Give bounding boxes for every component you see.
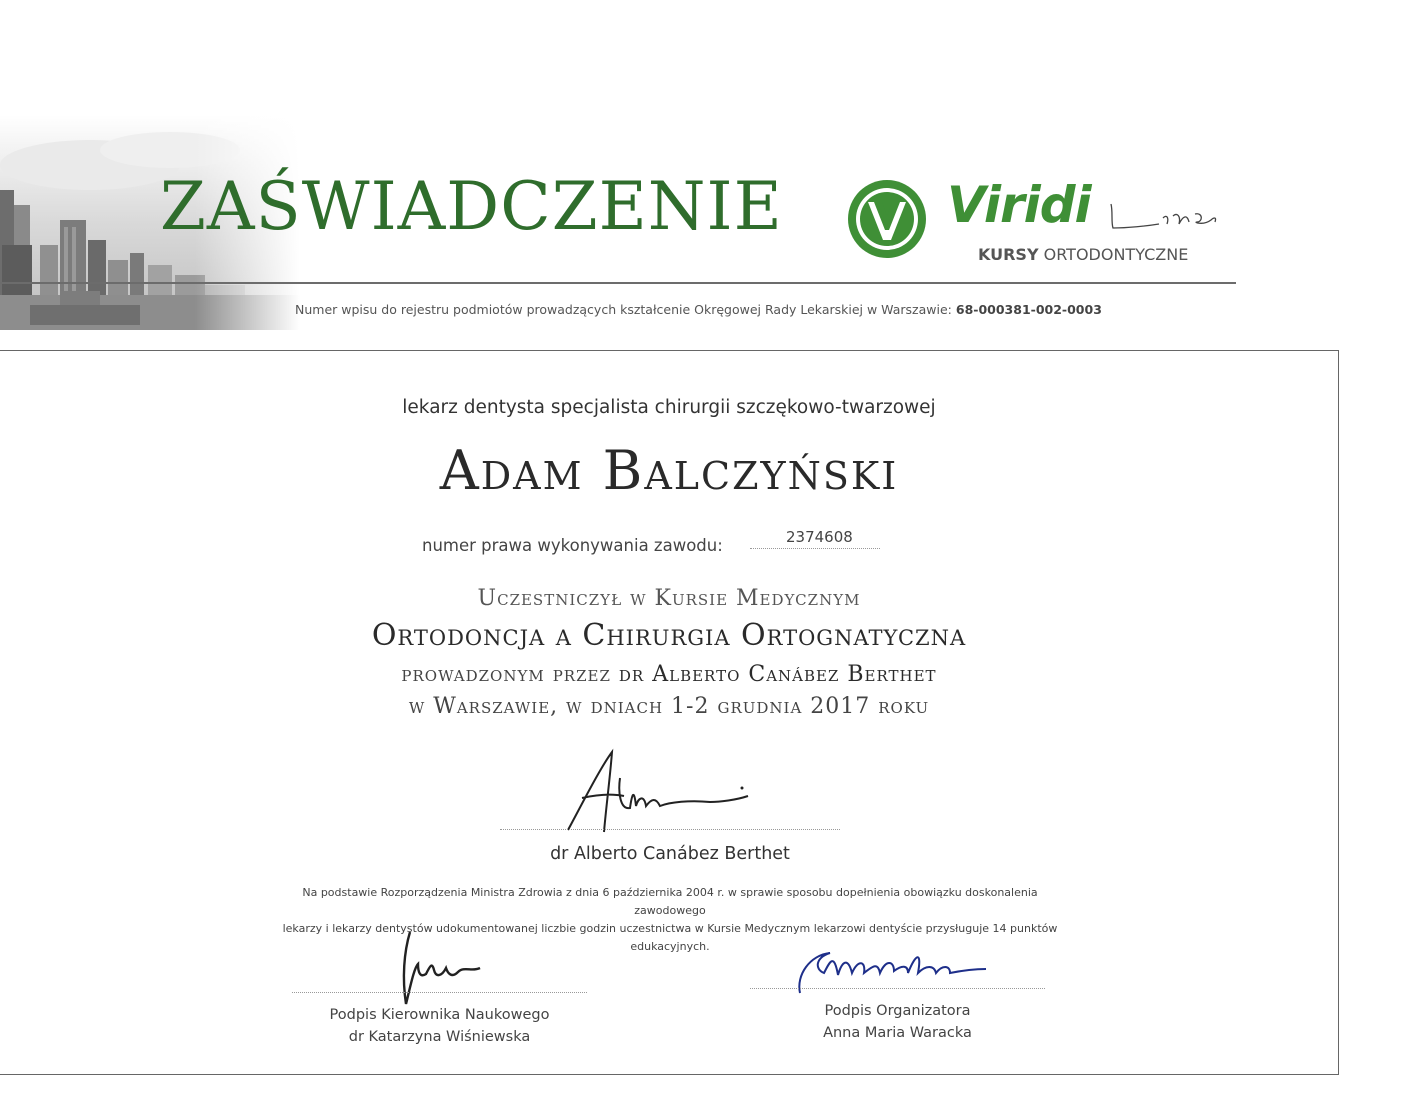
scientific-director-signature xyxy=(388,928,498,1008)
certificate-title: ZAŚWIADCZENIE xyxy=(160,168,783,245)
license-number: 2374608 xyxy=(786,528,853,546)
scientific-director-role: Podpis Kierownika Naukowego xyxy=(329,1007,550,1023)
lecturer-name: dr Alberto Canábez Berthet xyxy=(550,844,790,864)
license-label: numer prawa wykonywania zawodu: xyxy=(422,536,723,555)
tagline-rest: ORTODONTYCZNE xyxy=(1038,245,1189,264)
course-lecturer: dr Alberto Canábez Berthet xyxy=(618,662,937,687)
brand-script-wordmark xyxy=(1107,198,1219,234)
registry-text: Numer wpisu do rejestru podmiotów prowadzących kształcenie Okręgowej Rady Lekarskiej w Warszawie: xyxy=(295,302,952,317)
led-by-prefix: prowadzonym przez xyxy=(401,662,619,687)
lecturer-signature xyxy=(560,748,760,833)
brand-tagline xyxy=(978,245,1188,264)
scientific-director-label xyxy=(292,1004,587,1048)
legal-note-line-1: Na podstawie Rozporządzenia Ministra Zdrowia z dnia 6 października 2004 r. w sprawie sposobu dopełnienia obowiązku doskonalenia zawodowego xyxy=(302,886,1038,917)
recipient-name: Adam Balczyński xyxy=(439,439,899,502)
lecturer-signature-line xyxy=(500,829,840,830)
tagline-bold: KURSY xyxy=(978,245,1039,264)
header-divider xyxy=(0,282,1236,284)
organizer-role: Podpis Organizatora xyxy=(824,1003,971,1019)
course-led-by xyxy=(0,662,1338,687)
recipient-profession: lekarz dentysta specjalista chirurgii szczękowo-twarzowej xyxy=(402,397,936,418)
registry-number: 68-000381-002-0003 xyxy=(955,302,1102,317)
course-place-date: w Warszawie, w dniach 1-2 grudnia 2017 roku xyxy=(408,694,930,719)
organizer-signature xyxy=(790,935,990,1000)
legal-note-line-2: lekarzy i lekarzy dentystów udokumentowanej liczbie godzin uczestnictwa w Kursie Medycznym lekarzowi dentyście przysługuje 14 punktów edukacyjnych. xyxy=(282,922,1058,953)
brand-name: Viridi xyxy=(947,176,1091,234)
viridi-logo-icon xyxy=(846,178,928,260)
registry-line xyxy=(295,302,1102,317)
participation-statement: Uczestniczył w Kursie Medycznym xyxy=(477,586,861,611)
scientific-director-name: dr Katarzyna Wiśniewska xyxy=(348,1029,531,1045)
course-title: Ortodoncja a Chirurgia Ortognatyczna xyxy=(371,618,967,653)
scientific-director-signature-line xyxy=(292,992,587,993)
license-dotted-line xyxy=(750,548,880,549)
organizer-signature-line xyxy=(750,988,1045,989)
organizer-name: Anna Maria Waracka xyxy=(823,1025,972,1041)
organizer-label xyxy=(750,1000,1045,1044)
